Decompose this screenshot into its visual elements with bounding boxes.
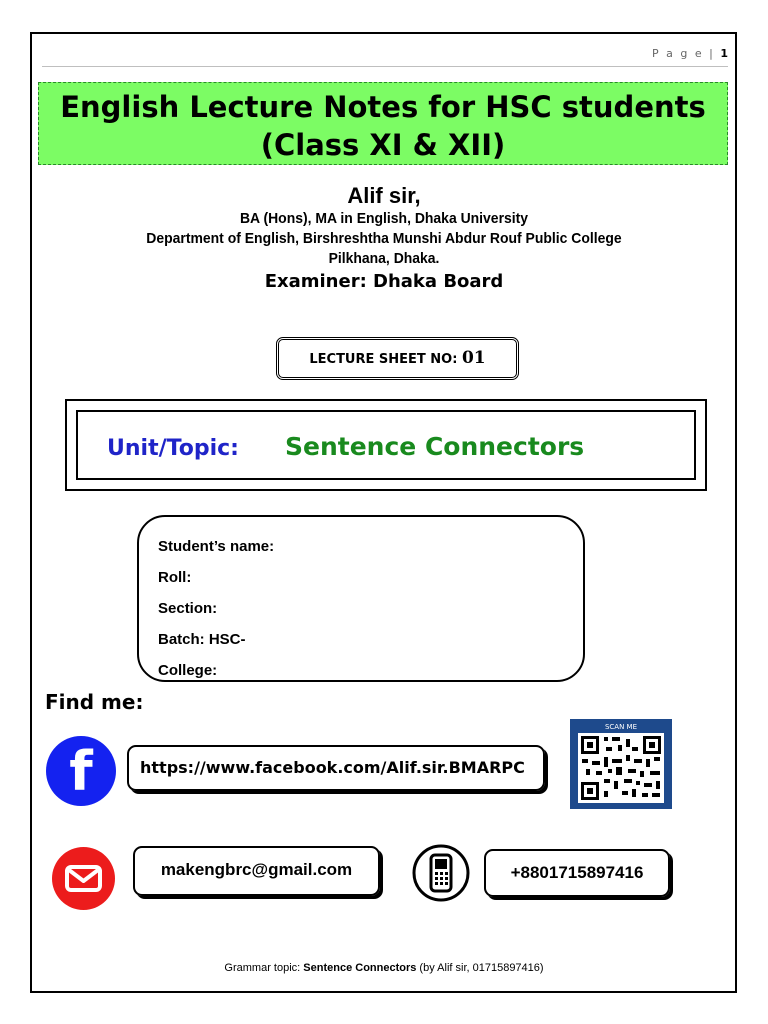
page-number-value: 1 xyxy=(720,47,728,60)
student-roll-field: Roll: xyxy=(158,569,192,586)
title-banner xyxy=(38,82,728,165)
header-rule xyxy=(42,66,728,67)
title-line-2: (Class XI & XII) xyxy=(260,128,506,162)
facebook-link[interactable]: https://www.facebook.com/Alif.sir.BMARPC xyxy=(127,745,545,791)
phone-icon[interactable] xyxy=(412,841,470,905)
envelope-glyph xyxy=(52,847,115,910)
author-name: Alif sir, xyxy=(347,183,421,208)
mail-icon[interactable] xyxy=(52,847,115,910)
student-batch-field: Batch: HSC- xyxy=(158,631,246,648)
title-line-1: English Lecture Notes for HSC students xyxy=(60,90,706,124)
email-address[interactable]: makengbrc@gmail.com xyxy=(133,846,380,896)
author-block xyxy=(0,183,768,295)
phone-number[interactable]: +8801715897416 xyxy=(484,849,670,897)
qr-code-icon xyxy=(570,719,672,809)
footer xyxy=(0,962,768,974)
qr-code-pattern xyxy=(578,733,664,803)
lecture-sheet-label: LECTURE SHEET NO: xyxy=(309,352,458,367)
lecture-sheet-number: 01 xyxy=(461,348,486,368)
footer-topic: Sentence Connectors xyxy=(303,962,417,974)
author-examiner: Examiner: Dhaka Board xyxy=(264,271,504,292)
qr-scan-label: SCAN ME xyxy=(604,723,638,731)
topic-value: Sentence Connectors xyxy=(285,432,585,461)
facebook-icon[interactable]: f xyxy=(46,736,116,806)
footer-prefix: Grammar topic: xyxy=(224,962,304,974)
page-number-label: P a g e | xyxy=(652,47,715,60)
lecture-sheet-box xyxy=(276,337,519,380)
footer-suffix: (by Alif sir, 01715897416) xyxy=(416,962,544,974)
find-me-heading: Find me: xyxy=(45,690,144,714)
topic-label: Unit/Topic: xyxy=(107,436,239,461)
phone-glyph xyxy=(412,841,470,905)
author-degrees: BA (Hons), MA in English, Dhaka University xyxy=(239,210,529,227)
student-name-field: Student’s name: xyxy=(158,538,275,555)
student-college-field: College: xyxy=(158,662,218,679)
topic-box xyxy=(65,399,707,491)
author-department: Department of English, Birshreshtha Munshi Abdur Rouf Public College xyxy=(146,230,622,247)
student-section-field: Section: xyxy=(158,600,218,617)
page-number xyxy=(652,47,728,60)
author-location: Pilkhana, Dhaka. xyxy=(328,250,440,267)
topic-inner-frame xyxy=(76,410,696,480)
student-info-box xyxy=(137,515,585,682)
